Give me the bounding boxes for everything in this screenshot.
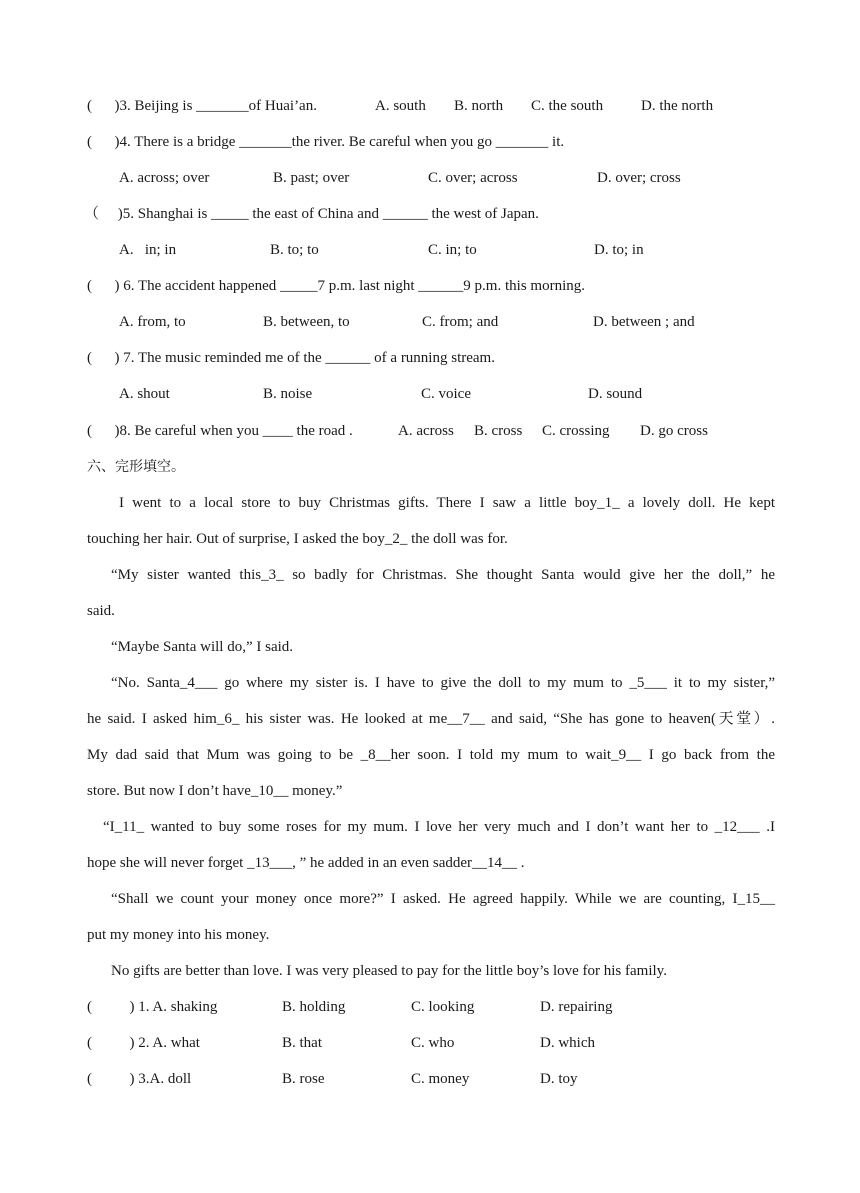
question-stem: （ )5. Shanghai is _____ the east of China and ______ the west of Japan.: [84, 206, 539, 222]
option-b: B. rose: [282, 1071, 325, 1087]
option-b: B. noise: [263, 386, 313, 402]
option-b: B. between, to: [263, 314, 350, 330]
option-b: B. to; to: [270, 242, 319, 258]
question-stem: ( )3. Beijing is _______of Huai’an.: [87, 98, 317, 114]
passage-line: “No. Santa_4___ go where my sister is. I have to give the doll to my mum to _5___ it to my sister,”: [111, 675, 775, 691]
option-b: B. holding: [282, 999, 346, 1015]
passage-line: My dad said that Mum was going to be _8__her soon. I told my mum to wait_9__ I go back from the: [87, 747, 775, 763]
option-d: D. which: [540, 1035, 595, 1051]
option-a: A. across: [398, 423, 454, 439]
question-stem: ( ) 7. The music reminded me of the ______ of a running stream.: [87, 350, 495, 366]
option-b: B. north: [454, 98, 504, 114]
passage-line: “Shall we count your money once more?” I asked. He agreed happily. While we are counting, I_15__: [111, 891, 775, 907]
option-c: C. over; across: [428, 170, 518, 186]
question-stem: ( )8. Be careful when you ____ the road .: [87, 423, 353, 439]
passage-line: he said. I asked him_6_ his sister was. He looked at me__7__ and said, “She has gone to heaven(天堂）.: [87, 711, 775, 727]
passage-line: store. But now I don’t have_10__ money.”: [87, 783, 343, 799]
passage-line: “Maybe Santa will do,” I said.: [111, 639, 294, 655]
passage-line: said.: [87, 603, 115, 619]
option-d: D. go cross: [640, 423, 708, 439]
option-d: D. between ; and: [593, 314, 695, 330]
question-stem: ( ) 2. A. what: [87, 1035, 200, 1051]
question-stem: ( ) 6. The accident happened _____7 p.m. last night ______9 p.m. this morning.: [87, 278, 585, 294]
option-c: C. crossing: [542, 423, 610, 439]
option-c: C. in; to: [428, 242, 477, 258]
option-d: D. the north: [641, 98, 714, 114]
option-c: C. money: [411, 1071, 470, 1087]
question-stem: ( ) 1. A. shaking: [87, 999, 218, 1015]
option-a: A. across; over: [119, 170, 210, 186]
option-a: A. south: [375, 98, 426, 114]
option-b: B. that: [282, 1035, 322, 1051]
option-d: D. toy: [540, 1071, 578, 1087]
section-heading: 六、完形填空。: [87, 459, 185, 475]
passage-line: hope she will never forget _13___, ” he added in an even sadder__14__ .: [87, 855, 525, 871]
option-d: D. over; cross: [597, 170, 681, 186]
option-c: C. the south: [531, 98, 604, 114]
option-a: A. shout: [119, 386, 170, 402]
option-a: A. in; in: [119, 242, 177, 258]
option-d: D. to; in: [594, 242, 644, 258]
passage-line: I went to a local store to buy Christmas gifts. There I saw a little boy_1_ a lovely doll. He kept: [119, 495, 775, 511]
passage-line: No gifts are better than love. I was very pleased to pay for the little boy’s love for his family.: [111, 963, 667, 979]
option-c: C. looking: [411, 999, 475, 1015]
option-d: D. sound: [588, 386, 643, 402]
option-c: C. from; and: [422, 314, 499, 330]
question-stem: ( )4. There is a bridge _______the river. Be careful when you go _______ it.: [87, 134, 565, 150]
option-c: C. voice: [421, 386, 471, 402]
option-d: D. repairing: [540, 999, 613, 1015]
option-b: B. past; over: [273, 170, 350, 186]
passage-line: touching her hair. Out of surprise, I asked the boy_2_ the doll was for.: [87, 531, 508, 547]
question-stem: ( ) 3.A. doll: [87, 1071, 192, 1087]
option-a: A. from, to: [119, 314, 186, 330]
passage-line: “I_11_ wanted to buy some roses for my mum. I love her very much and I don’t want her to _12___ .I: [103, 819, 775, 835]
option-b: B. cross: [474, 423, 523, 439]
passage-line: “My sister wanted this_3_ so badly for Christmas. She thought Santa would give her the doll,” he: [111, 567, 775, 583]
passage-line: put my money into his money.: [87, 927, 270, 943]
option-c: C. who: [411, 1035, 455, 1051]
